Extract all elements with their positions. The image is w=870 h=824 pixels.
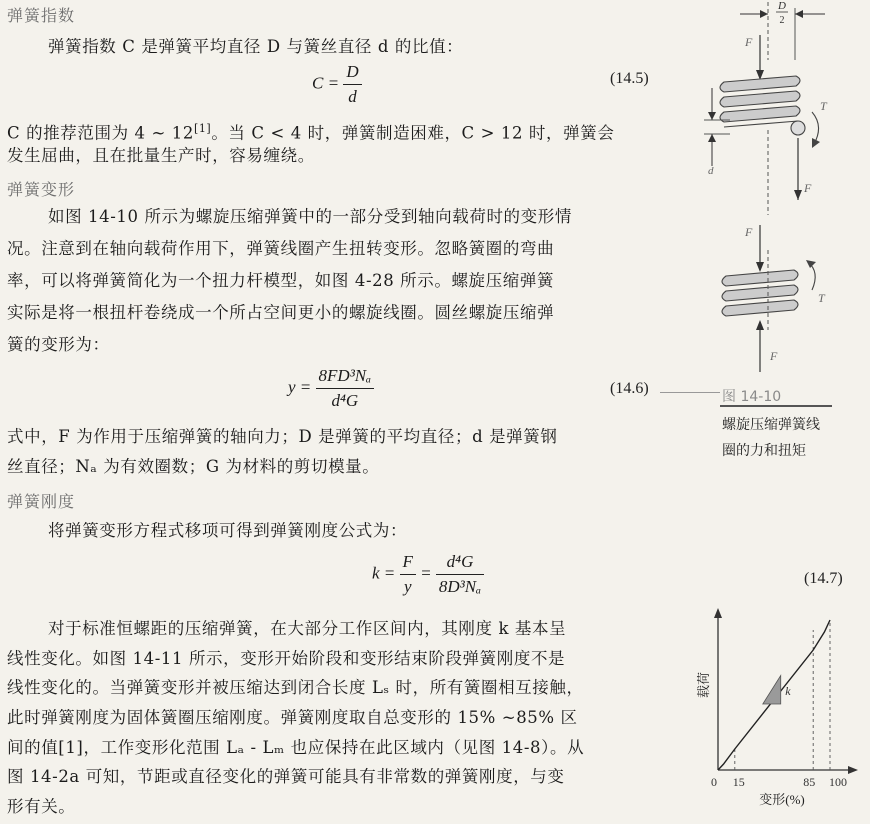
label-T-top: T	[820, 99, 827, 113]
label-F-lower-top: F	[745, 225, 753, 239]
eq-14-7-f-den: y	[403, 577, 412, 596]
equation-14-6	[288, 366, 374, 411]
eq-14-5-num: D	[343, 62, 361, 85]
eq-14-7-den: 8D³Nₐ	[438, 577, 482, 596]
index-line-1: 弹簧指数 C 是弹簧平均直径 D 与簧丝直径 d 的比值：	[48, 37, 464, 56]
y-axis-arrowhead	[714, 608, 722, 618]
force-arrowhead-lower-bottom	[756, 320, 764, 330]
index-line-2b: 。当 C < 4 时，弹簧制造困难，C > 12 时，弹簧会	[211, 123, 615, 143]
eq-14-7-lhs: k =	[372, 563, 396, 583]
y-axis-label: 载荷	[696, 671, 711, 699]
stiffness-intro: 将弹簧变形方程式移项可得到弹簧刚度公式为：	[48, 521, 408, 540]
spring-coils-top	[720, 76, 800, 122]
eq-number-14-7: (14.7)	[804, 570, 843, 587]
eq-14-6-fraction	[316, 366, 375, 411]
eq-number-14-5: (14.5)	[610, 70, 649, 87]
equation-14-7	[372, 552, 484, 597]
eq-14-6-lhs: y =	[288, 377, 312, 397]
tick-label-0: 0	[711, 775, 717, 789]
equation-14-5	[312, 62, 362, 107]
torque-arrowhead-lower	[806, 260, 816, 268]
figure-caption-rule	[720, 405, 832, 407]
citation-ref: [1]	[193, 122, 212, 135]
tick-label-100: 100	[829, 775, 847, 789]
eq-14-7-fraction-2	[436, 552, 484, 597]
dim-arrowhead-left	[760, 10, 768, 18]
spring-coils-lower	[722, 270, 798, 316]
eq-14-5-fraction	[343, 62, 361, 107]
heading-spring-stiffness: 弹簧刚度	[7, 492, 76, 511]
figure-14-10-caption: 螺旋压缩弹簧线圈的力和扭矩	[722, 417, 820, 459]
deflection-line-5: 簧的变形为：	[7, 335, 110, 354]
stiffness-line-6: 图 14-2a 可知，节距或直径变化的弹簧可能具有非常数的弹簧刚度，与变	[7, 767, 565, 786]
label-d: d	[708, 165, 714, 177]
figure-14-11-chart	[690, 600, 860, 815]
stiffness-line-2: 线性变化。如图 14-11 所示，变形开始阶段和变形结束阶段弹簧刚度不是	[7, 649, 566, 668]
label-F-top: F	[745, 35, 753, 49]
label-F-bottom: F	[804, 181, 812, 195]
force-arrowhead-bottom	[794, 190, 802, 200]
coil-cut-line	[724, 121, 798, 127]
eq-14-7-fraction-1	[400, 552, 416, 597]
dim-arrowhead-right	[795, 10, 803, 18]
index-line-3: 发生屈曲，且在批量生产时，容易缠绕。	[7, 146, 315, 165]
index-line-2a: C 的推荐范围为 4 ~ 12	[7, 123, 194, 143]
figure-14-10-number: 图 14-10	[722, 389, 782, 405]
label-2: 2	[779, 15, 785, 26]
deflection-after-1: 式中，F 为作用于压缩弹簧的轴向力；D 是弹簧的平均直径；d 是弹簧钢	[7, 427, 558, 446]
heading-spring-index: 弹簧指数	[7, 6, 76, 25]
eq-number-14-6: (14.6)	[610, 380, 649, 397]
stiffness-line-5: 间的值[1]，工作变形化范围 Lₐ - Lₘ 也应保持在此区域内（见图 14-8）。从	[7, 738, 585, 757]
dim-d-head-top	[708, 112, 716, 120]
deflection-line-4: 实际是将一根扭杆卷绕成一个所占空间更小的螺旋线圈。圆丝螺旋压缩弹	[7, 303, 555, 322]
deflection-line-1: 如图 14-10 所示为螺旋压缩弹簧中的一部分受到轴向载荷时的变形情	[48, 207, 572, 226]
figure-14-10-diagram	[700, 0, 865, 380]
caption-leader-line	[660, 392, 720, 393]
eq-14-6-den: d⁴G	[331, 391, 359, 410]
deflection-after-2: 丝直径；Nₐ 为有效圈数；G 为材料的剪切模量。	[7, 457, 380, 476]
wire-section	[791, 121, 805, 135]
index-line-2	[7, 118, 614, 145]
stiffness-line-4: 此时弹簧刚度为固体簧圈压缩刚度。弹簧刚度取自总变形的 15% ~85% 区	[7, 708, 578, 727]
heading-spring-deflection: 弹簧变形	[7, 180, 76, 199]
eq-14-7-f-num: F	[400, 552, 416, 575]
x-axis-label: 变形(%)	[759, 792, 805, 807]
eq-14-5-lhs: C =	[312, 73, 340, 93]
stiffness-triangle	[763, 676, 781, 705]
deflection-line-2: 况。注意到在轴向载荷作用下，弹簧线圈产生扭转变形。忽略簧圈的弯曲	[7, 239, 555, 258]
tick-label-15: 15	[732, 775, 745, 789]
dim-d-head-bottom	[708, 134, 716, 142]
label-F-lower-bottom: F	[770, 349, 778, 363]
deflection-line-3: 率，可以将弹簧简化为一个扭力杆模型，如图 4-28 所示。螺旋压缩弹簧	[7, 271, 555, 290]
stiffness-line-3: 线性变化的。当弹簧变形并被压缩达到闭合长度 Lₛ 时，所有簧圈相互接触，	[7, 678, 584, 697]
eq-14-7-equals: =	[420, 563, 432, 583]
label-D: D	[778, 0, 786, 12]
label-k: k	[785, 684, 791, 698]
eq-14-7-num: d⁴G	[436, 552, 484, 575]
x-axis-arrowhead	[848, 766, 858, 774]
tick-label-85: 85	[803, 775, 816, 789]
stiffness-line-1: 对于标准恒螺距的压缩弹簧，在大部分工作区间内，其刚度 k 基本呈	[48, 619, 567, 638]
stiffness-line-7: 形有关。	[7, 797, 76, 816]
eq-14-5-den: d	[348, 87, 357, 106]
force-arrowhead-lower-top	[756, 262, 764, 272]
eq-14-6-num: 8FD³Nₐ	[316, 366, 375, 389]
label-T-lower: T	[818, 291, 825, 305]
